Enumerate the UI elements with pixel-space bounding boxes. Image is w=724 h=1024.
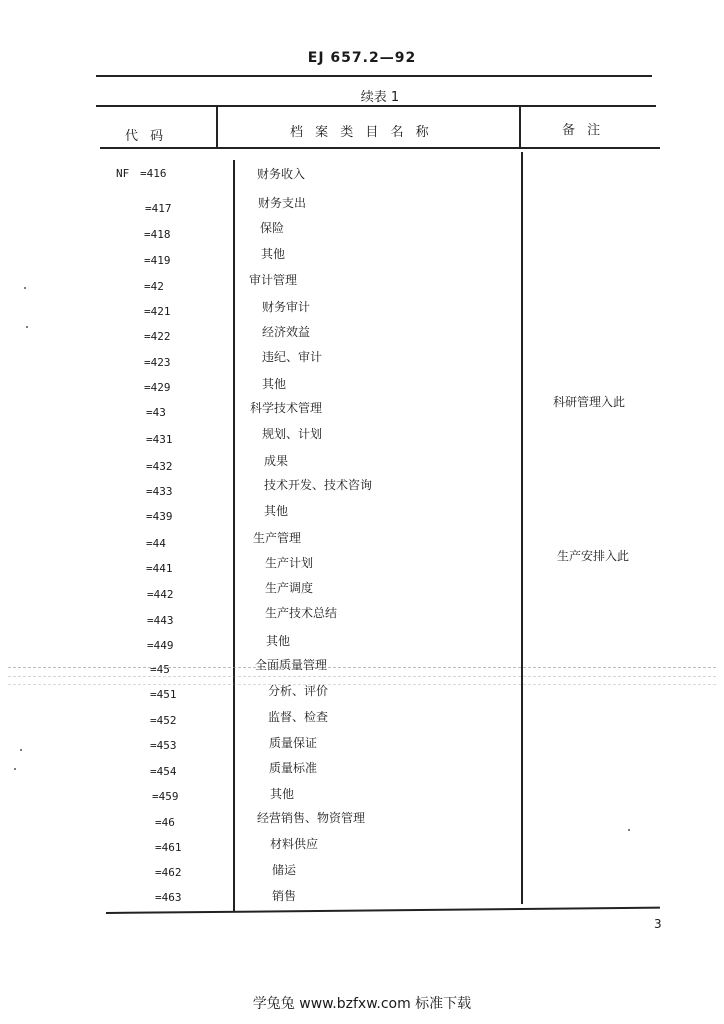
standard-number: EJ 657.2—92 [307,50,417,66]
table-row-code: =452 [150,714,177,727]
table-row-name: 其他 [270,787,295,801]
table-row-name: 经营销售、物资管理 [257,811,366,825]
body-divider-1 [233,160,235,912]
table-row-code: =416 [140,167,167,180]
table-row-code: =42 [144,280,164,293]
column-header-name: 档 案 类 目 名 称 [290,125,433,140]
table-row-code: =459 [152,790,179,803]
table-row-name: 财务收入 [257,167,306,181]
table-row-name: 违纪、审计 [262,350,323,364]
table-row-code: =431 [146,433,173,446]
table-row-name: 技术开发、技术咨询 [264,478,373,492]
page-number: 3 [654,917,662,931]
table-row-name: 成果 [264,454,289,468]
scan-speck [26,326,28,328]
table-row-name: 生产调度 [265,581,314,595]
table-row-name: 其他 [261,247,286,261]
table-row-name: 财务支出 [258,196,307,210]
scan-noise-line [8,667,716,668]
table-row-code: =461 [155,841,182,854]
table-row-code: =46 [155,816,175,829]
table-row-name: 质量保证 [269,736,318,750]
column-header-code: 代 码 [125,129,168,144]
scan-speck [628,829,630,831]
table-row-name: 科学技术管理 [250,401,323,415]
table-bottom-rule [106,907,660,914]
table-row-code: =433 [146,485,173,498]
table-row-code: =432 [146,460,173,473]
body-divider-2 [521,152,523,904]
table-row-name: 审计管理 [249,273,298,287]
table-row-name: 分析、评价 [268,684,329,698]
table-row-code: =439 [146,510,173,523]
table-row-name: 保险 [260,221,285,235]
table-row-name: 其他 [262,377,287,391]
table-row-name: 材料供应 [270,837,319,851]
table-row-code: =43 [146,406,166,419]
table-row-code: =423 [144,356,171,369]
table-row-code: =418 [144,228,171,241]
code-prefix: NF [116,167,130,180]
table-row-name: 储运 [272,863,297,877]
table-row-name: 生产管理 [253,531,302,545]
table-row-name: 监督、检查 [268,710,329,724]
table-row-code: =419 [144,254,171,267]
table-row-name: 财务审计 [262,300,311,314]
table-row-code: =454 [150,765,177,778]
table-row-name: 生产计划 [265,556,314,570]
table-row-code: =422 [144,330,171,343]
table-row-note: 生产安排入此 [557,549,630,563]
table-caption: 续表 1 [360,90,400,105]
table-row-name: 经济效益 [262,325,311,339]
table-row-code: =441 [146,562,173,575]
table-row-name: 其他 [264,504,289,518]
table-row-code: =462 [155,866,182,879]
column-divider-2 [519,107,521,147]
column-divider-1 [216,107,218,147]
table-row-name: 规划、计划 [262,427,323,441]
table-row-name: 质量标准 [269,761,318,775]
table-row-name: 销售 [272,889,297,903]
footer-watermark: 学兔兔 www.bzfxw.com 标准下载 [252,996,472,1012]
table-row-code: =429 [144,381,171,394]
scan-noise-line [8,676,716,677]
table-row-code: =417 [145,202,172,215]
table-header-rule [100,147,660,149]
table-row-code: =45 [150,663,170,676]
table-row-code: =463 [155,891,182,904]
table-row-name: 生产技术总结 [265,606,338,620]
header-rule [96,75,652,77]
scan-speck [20,749,22,751]
table-row-code: =421 [144,305,171,318]
table-row-code: =443 [147,614,174,627]
scan-speck [14,768,16,770]
table-row-code: =442 [147,588,174,601]
scan-speck [24,287,26,289]
table-row-code: =44 [146,537,166,550]
table-row-name: 全面质量管理 [255,658,328,672]
table-row-code: =451 [150,688,177,701]
table-top-rule [96,105,656,107]
table-row-code: =449 [147,639,174,652]
table-row-note: 科研管理入此 [553,395,626,409]
scan-noise-line [8,684,716,685]
table-row-name: 其他 [266,634,291,648]
column-header-note: 备 注 [562,123,605,138]
table-row-code: =453 [150,739,177,752]
